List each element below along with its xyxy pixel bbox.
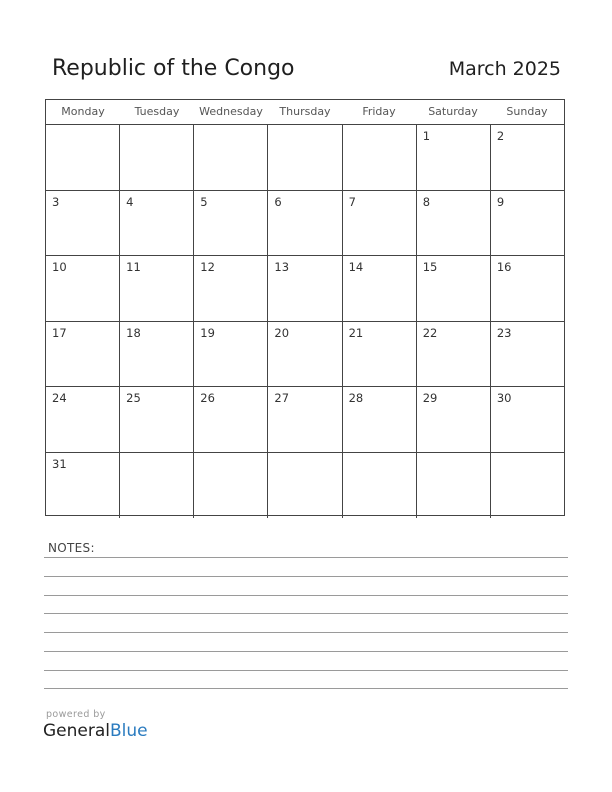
day-cell	[491, 387, 564, 452]
day-cell	[343, 387, 417, 452]
day-cell	[46, 387, 120, 452]
weekday-header	[46, 100, 564, 125]
day-cell	[491, 125, 564, 190]
day-number: 24	[52, 391, 67, 405]
day-number: 28	[348, 391, 364, 405]
day-number: 20	[274, 325, 290, 340]
day-cell	[417, 453, 491, 519]
day-number: 2	[496, 129, 505, 143]
calendar-grid	[45, 99, 565, 516]
notes-line	[44, 576, 568, 577]
notes-line	[44, 670, 568, 671]
day-cell	[194, 453, 268, 519]
weekday-label: Friday	[362, 105, 396, 118]
day-number: 30	[496, 391, 512, 405]
day-cell	[491, 322, 564, 387]
week-row	[46, 453, 564, 519]
day-cell	[343, 256, 417, 321]
weekday-label: Saturday	[428, 105, 478, 118]
day-number: 16	[496, 260, 512, 274]
day-cell	[194, 125, 268, 190]
day-cell	[417, 256, 491, 321]
notes-line	[44, 688, 568, 689]
brand-blue: Blue	[110, 721, 148, 741]
day-cell	[120, 453, 194, 519]
day-number: 19	[200, 325, 215, 340]
day-cell	[120, 191, 194, 256]
day-cell	[268, 125, 342, 190]
day-number: 23	[496, 325, 512, 340]
day-number: 6	[274, 194, 282, 209]
day-number: 3	[52, 194, 60, 209]
day-number: 8	[422, 194, 431, 209]
page-title: Republic of the Congo	[52, 56, 295, 81]
day-cell	[417, 125, 491, 190]
day-number: 12	[200, 260, 215, 274]
day-cell	[194, 387, 268, 452]
day-cell	[491, 191, 564, 256]
brand-general: General	[43, 721, 110, 741]
day-cell	[268, 453, 342, 519]
day-cell	[268, 256, 342, 321]
day-cell	[268, 322, 342, 387]
day-number: 27	[274, 391, 290, 405]
day-cell	[46, 322, 120, 387]
notes-label: NOTES:	[48, 541, 95, 555]
powered-by-text: powered by	[46, 709, 106, 720]
day-number: 1	[422, 129, 431, 143]
day-cell	[417, 387, 491, 452]
day-cell	[343, 125, 417, 190]
day-number: 15	[422, 260, 438, 274]
notes-line	[44, 632, 568, 633]
day-number: 22	[422, 325, 438, 340]
day-cell	[343, 191, 417, 256]
day-number: 5	[200, 194, 208, 209]
weekday-label: Thursday	[279, 105, 331, 118]
day-cell	[491, 453, 564, 519]
week-row	[46, 125, 564, 191]
day-cell	[120, 322, 194, 387]
notes-line	[44, 557, 568, 558]
day-number: 4	[126, 194, 134, 209]
day-number: 13	[274, 260, 290, 274]
day-number: 7	[348, 194, 356, 209]
day-number: 11	[126, 260, 141, 274]
day-cell	[46, 191, 120, 256]
month-year: March 2025	[448, 58, 561, 80]
weekday-label: Sunday	[506, 105, 548, 118]
week-row	[46, 322, 564, 388]
day-cell	[46, 453, 120, 519]
day-number: 21	[348, 325, 364, 340]
day-cell	[417, 191, 491, 256]
day-cell	[194, 191, 268, 256]
day-number: 26	[200, 391, 215, 405]
day-cell	[120, 256, 194, 321]
day-cell	[343, 453, 417, 519]
day-number: 31	[52, 456, 67, 471]
day-number: 29	[422, 391, 438, 405]
day-number: 9	[496, 194, 505, 209]
day-cell	[194, 322, 268, 387]
day-cell	[120, 387, 194, 452]
weekday-label: Monday	[61, 105, 105, 118]
day-cell	[268, 191, 342, 256]
day-cell	[120, 125, 194, 190]
day-number: 17	[52, 325, 67, 340]
day-number: 14	[348, 260, 364, 274]
notes-line	[44, 595, 568, 596]
day-cell	[46, 256, 120, 321]
day-cell	[417, 322, 491, 387]
day-number: 18	[126, 325, 141, 340]
notes-line	[44, 651, 568, 652]
notes-line	[44, 613, 568, 614]
week-row	[46, 256, 564, 322]
day-number: 25	[126, 391, 141, 405]
day-number: 10	[52, 260, 67, 274]
day-cell	[343, 322, 417, 387]
weekday-label: Wednesday	[199, 105, 263, 118]
day-cell	[491, 256, 564, 321]
week-row	[46, 387, 564, 453]
weekday-label: Tuesday	[134, 105, 180, 118]
day-cell	[46, 125, 120, 190]
generalblue-logo	[43, 721, 148, 741]
day-cell	[194, 256, 268, 321]
week-row	[46, 191, 564, 257]
day-cell	[268, 387, 342, 452]
